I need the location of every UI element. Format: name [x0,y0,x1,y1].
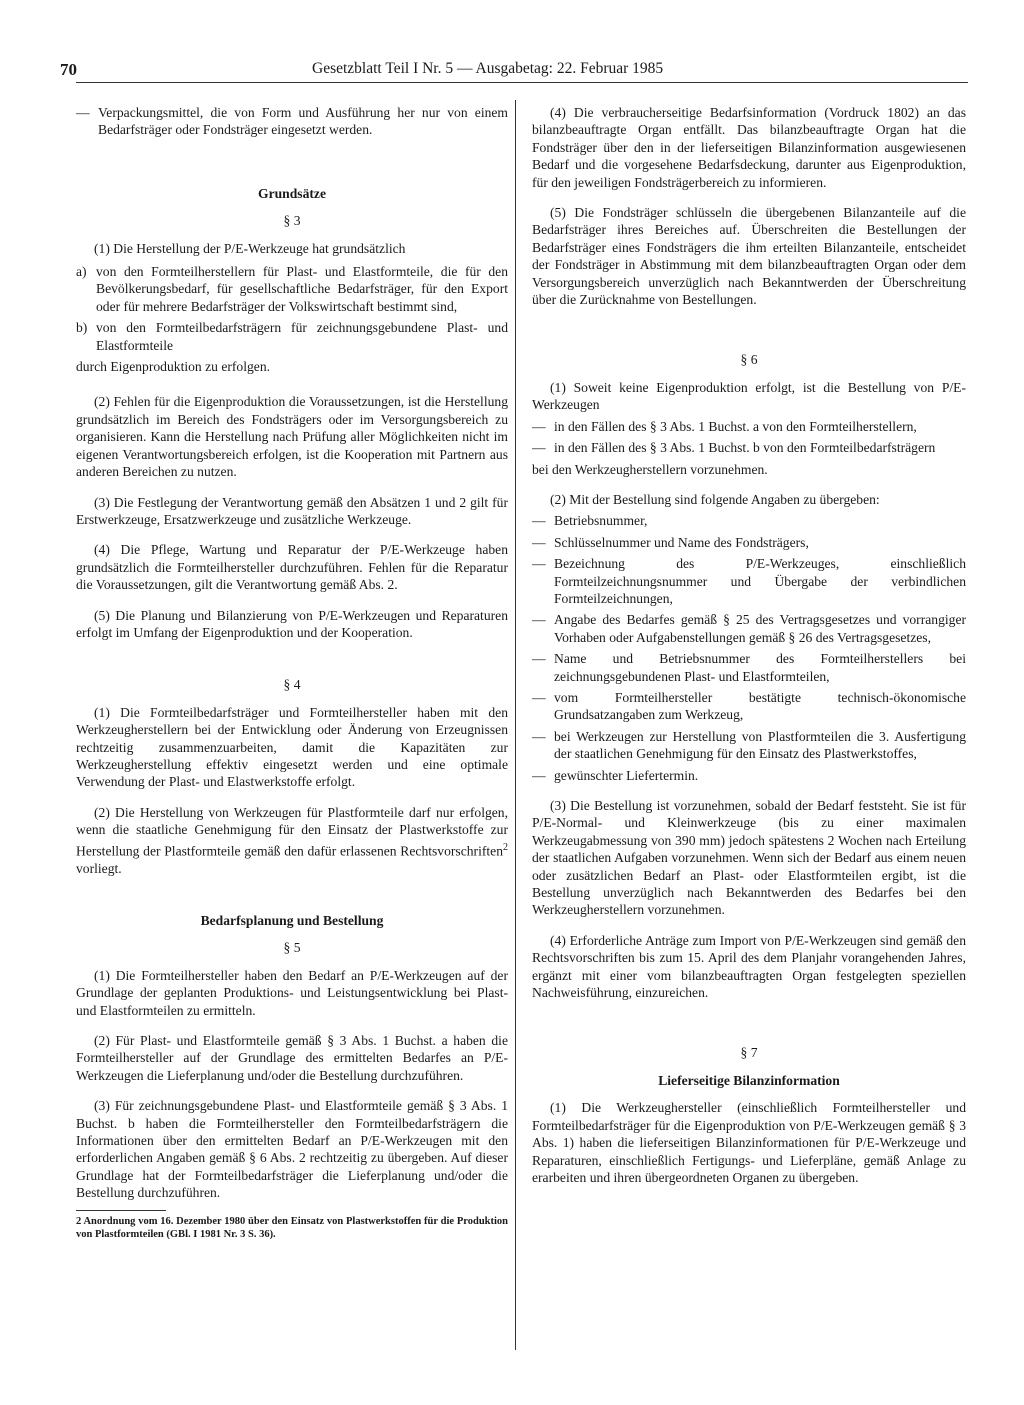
paragraph: (2) Mit der Bestellung sind folgende Angaben zu übergeben: [550,491,880,507]
paragraph: (3) Die Festlegung der Verantwortung gemäß den Absätzen 1 und 2 gilt für Erstwerkzeuge, Ersatzwerkzeuge und zusätzliche Werkzeuge. [76,494,508,527]
paragraph: (1) Die Werkzeughersteller (einschließlich Formteilhersteller und Formteilbedarfsträger für die Eigenproduktion von P/E-Werkzeugen gemäß § 3 Abs. 1) haben die lieferseitigen Bilanzinformationen für P/E-Werkzeuge und Reparaturen, einschließlich Fertigungs- und Lieferpläne, gemäß Anlage zu erarbeiten und ihren übergeordneten Organen zu übergeben. [532,1100,966,1185]
list-item [532,555,966,607]
list-item-text: Schlüsselnummer und Name des Fondsträgers, [554,534,809,550]
section-sign: § 7 [740,1045,758,1061]
list-item [76,104,508,139]
paragraph: bei den Werkzeugherstellern vorzunehmen. [532,461,768,477]
dash-marker: — [532,728,546,744]
list-item-text: Angabe des Bedarfes gemäß § 25 des Vertragsgesetzes und vorrangiger Vorhaben oder Aufgabenstellungen gemäß § 26 des Vertragsgesetzes, [554,612,966,645]
paragraph: (5) Die Planung und Bilanzierung von P/E-Werkzeugen und Reparaturen erfolgt im Umfang der Eigenproduktion und der Kooperation. [76,607,508,640]
list-item-text: Betriebsnummer, [554,513,648,529]
running-title: Gesetzblatt Teil I Nr. 5 — Ausgabetag: 22. Februar 1985 [312,60,664,77]
dash-marker: — [532,418,546,434]
list-item [532,650,966,685]
list-item [532,439,966,456]
list-item-text: in den Fällen des § 3 Abs. 1 Buchst. a von den Formteilherstellern, [554,418,917,434]
footnote: 2 Anordnung vom 16. Dezember 1980 über den Einsatz von Plastwerkstoffen für die Produktion von Plastformteilen (GBl. I 1981 Nr. 3 S. 36). [76,1215,508,1240]
dash-marker: — [76,105,90,120]
dash-marker: — [532,556,546,572]
paragraph: (1) Die Formteilhersteller haben den Bedarf an P/E-Werkzeugen auf der Grundlage der geplanten Produktions- und Leistungsentwicklung bei Plast- und Elastformteilen zu ermitteln. [76,967,508,1018]
section-sign: § 3 [283,213,301,229]
dash-marker: — [532,612,546,628]
paragraph-text: (2) Die Herstellung von Werkzeugen für Plastformteile darf nur erfolgen, wenn die staatliche Genehmigung für den Einsatz der Plastwerkstoffe zur Herstellung der Plastformteile gemäß den dafür erlassenen Rechtsvorschriften [76,804,508,859]
footnote-rule [76,1210,166,1211]
paragraph: (4) Die verbraucherseitige Bedarfsinformation (Vordruck 1802) an das bilanzbeauftragte Organ entfällt. Das bilanzbeauftragte Organ hat die Fondsträger über den in der lieferseitigen Bilanzinformation ausgewiesenen Bedarf und die vorgesehene Bedarfsdeckung, darunter aus Eigenproduktion, für den jeweiligen Fondsträgerbereich zu informieren. [532,105,966,190]
column-divider [515,100,516,1350]
dash-marker: — [532,689,546,705]
paragraph: (1) Soweit keine Eigenproduktion erfolgt, ist die Bestellung von P/E-Werkzeugen [532,379,966,413]
list-marker: b) [76,320,88,336]
list-item [532,728,966,763]
dash-marker: — [532,651,546,667]
paragraph: (1) Die Formteilbedarfsträger und Formteilhersteller haben mit den Werkzeugherstellern bei der Entwicklung oder Änderung von Erzeugnissen rechtzeitig zusammenzuarbeiten, damit die Kapazitäten zur Werkzeugherstellung effektiv eingesetzt werden und eine optimale Verwendung der Plast- und Elastwerkstoffe erfolgt. [76,704,508,790]
section-heading: Bedarfsplanung und Bestellung [200,912,384,928]
dash-marker: — [532,534,546,550]
footnote-marker: 2 [503,841,508,853]
section-sign: § 5 [283,940,301,956]
list-item-text: von den Formteilherstellern für Plast- und Elastformteile, die für den Bevölkerungsbedarf, für gesellschaftliche Bedarfsträger, für den Export oder für mehrere Bedarfsträger der Volkswirtschaft bestimmt sind, [96,264,508,314]
paragraph: (1) Die Herstellung der P/E-Werkzeuge hat grundsätzlich [94,240,406,256]
dash-marker: — [532,513,546,529]
list-item-text: Verpackungsmittel, die von Form und Ausführung her nur von einem Bedarfsträger oder Fondsträger eingesetzt werden. [98,105,508,138]
header-rule [76,82,968,83]
left-column [76,104,508,1241]
paragraph: (5) Die Fondsträger schlüsseln die übergebenen Bilanzanteile auf die Bedarfsträger ihres Bereiches auf. Überschreiten die Bestellungen der Bedarfsträger eines Fondsträgers die ihm erteilten Bilanzanteile, entscheidet der Fondsträger in Abstimmung mit dem bilanzbeauftragten Organ oder dem Versorgungsbereich unverzüglich nach Bekanntwerden der Überschreitung über die Zurücknahme von Bestellungen. [532,205,966,308]
paragraph: (3) Die Bestellung ist vorzunehmen, sobald der Bedarf feststeht. Sie ist für P/E-Normal- und Kleinwerkzeuge (bis zu einer maximalen Werkzeugabmessung von 390 mm) jedoch spätestens 2 Wochen nach Erteilung der staatlichen Aufgaben vorzunehmen. Wenn sich der Bedarf aus einem neuen oder zusätzlichen Bedarf an Plast- oder Elastformteilen ergibt, ist die Bestellung unverzüglich nach Bekanntwerden des Bedarfes bei den Werkzeugherstellern vorzunehmen. [532,798,966,918]
paragraph-text: vorliegt. [76,860,122,876]
right-column [532,104,966,1199]
paragraph: (3) Für zeichnungsgebundene Plast- und Elastformteile gemäß § 3 Abs. 1 Buchst. b haben die Formteilhersteller den Formteilbedarfsträgern die Informationen über den ermittelten Bedarf an P/E-Werkzeugen mit den erforderlichen Angaben gemäß § 6 Abs. 2 rechtzeitig zu übergeben. Auf dieser Grundlage hat der Formteilbedarfsträger die Lieferplanung und/oder die Bestellung durchzuführen. [76,1098,508,1201]
list-item [532,512,966,529]
page-header [60,60,970,84]
list-item-text: von den Formteilbedarfsträgern für zeichnungsgebundene Plast- und Elastformteile [96,320,508,353]
list-marker: a) [76,264,87,280]
bestellung-list [532,512,966,784]
list-item-text: vom Formteilhersteller bestätigte technisch-ökonomische Grundsatzangaben zum Werkzeug, [554,689,966,723]
section-sign: § 4 [283,677,301,693]
section-heading: Lieferseitige Bilanzinformation [658,1072,840,1088]
dash-marker: — [532,767,546,783]
list-item [76,263,508,315]
section-sign: § 6 [740,352,758,368]
paragraph: (4) Erforderliche Anträge zum Import von P/E-Werkzeugen sind gemäß den Rechtsvorschriften bis zum 15. April des dem Planjahr vorangehenden Jahres, ergänzt mit einer vom bilanzbeauftragten Organ festgelegten speziellen Nachweisführung, einzureichen. [532,932,966,1001]
list-item [532,689,966,724]
paragraph: durch Eigenproduktion zu erfolgen. [76,359,271,375]
section-heading: Grundsätze [258,185,326,201]
page-number: 70 [60,60,77,79]
list-item [532,534,966,551]
dash-marker: — [532,440,546,456]
list-item [76,319,508,354]
paragraph: (2) Für Plast- und Elastformteile gemäß § 3 Abs. 1 Buchst. a haben die Formteilhersteller auf der Grundlage des ermittelten Bedarfes an P/E-Werkzeugen die Lieferplanung und/oder die Bestellung durchzuführen. [76,1032,508,1083]
paragraph: (4) Die Pflege, Wartung und Reparatur der P/E-Werkzeuge haben grundsätzlich die Formteilhersteller durchzuführen. Fehlen für die Reparatur die Voraussetzungen, gilt die Verantwortung gemäß Abs. 2. [76,542,508,593]
list-item [532,767,966,784]
list-item-text: Bezeichnung des P/E-Werkzeuges, einschließlich Formteilzeichnungsnummer und Übergabe der verbindlichen Formteilzeichnungen, [554,556,966,606]
list-item [532,611,966,646]
paragraph: (2) Fehlen für die Eigenproduktion die Voraussetzungen, ist die Herstellung grundsätzlich im Bereich des Fondsträgers oder im Versorgungsbereich zu organisieren. Kann die Herstellung nach Prüfung aller Möglichkeiten nicht im eigenen Verantwortungsbereich erfolgen, ist die Kooperation mit Partnern aus anderen Bereichen zu nutzen. [76,394,508,480]
list-item-text: in den Fällen des § 3 Abs. 1 Buchst. b von den Formteilbedarfsträgern [554,440,936,456]
list-item-text: Name und Betriebsnummer des Formteilherstellers bei zeichnungsgebundenen Plast- und Elastformteilen, [554,651,966,684]
list-item-text: gewünschter Liefertermin. [554,767,699,783]
list-item [532,418,966,435]
paragraph [76,804,508,877]
list-item-text: bei Werkzeugen zur Herstellung von Plastformteilen die 3. Ausfertigung der staatlichen Genehmigung für den Einsatz des Plastwerkstoffes, [554,728,966,762]
